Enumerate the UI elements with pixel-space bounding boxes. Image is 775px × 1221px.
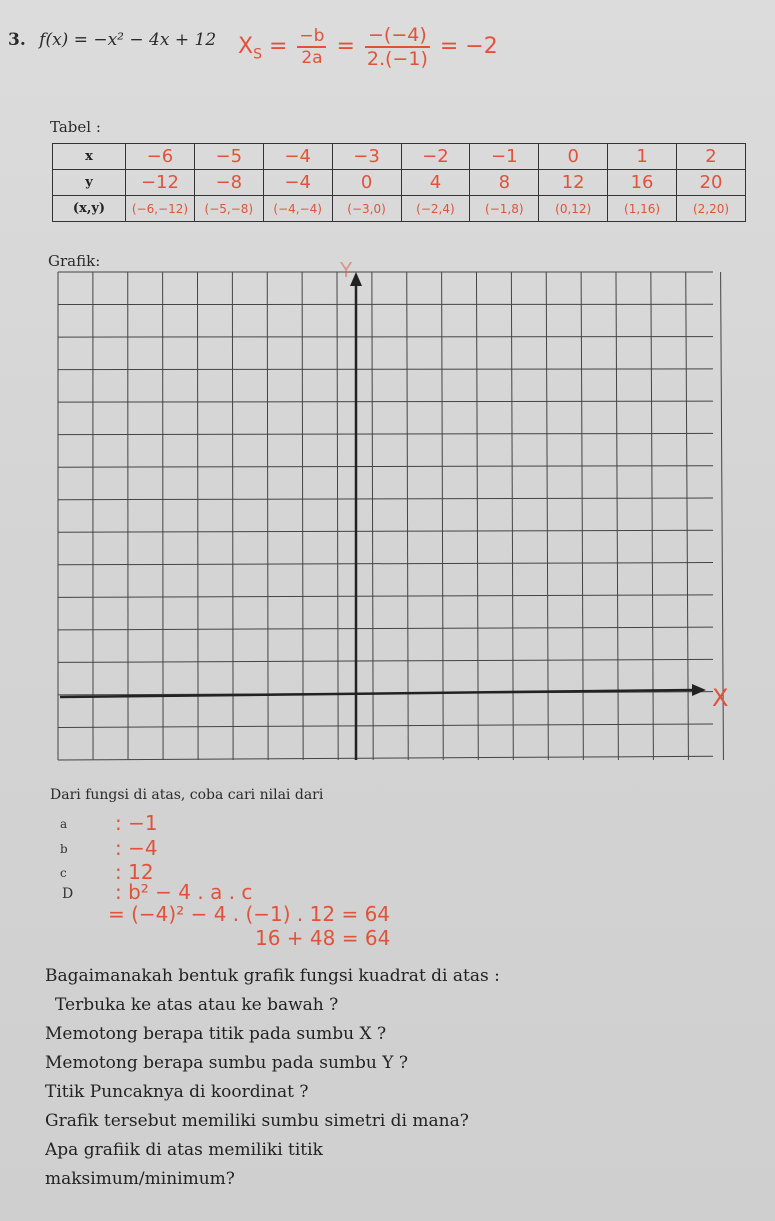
discriminant-work-2: 16 + 48 = 64 [255, 926, 391, 950]
grid-line-vertical [511, 272, 513, 760]
grid-line-horizontal [58, 466, 713, 468]
grid-line-vertical [232, 272, 233, 760]
table-cell-y: 16 [608, 170, 677, 196]
question-vertex: Titik Puncaknya di koordinat ? [45, 1082, 309, 1102]
fraction-formula-den: 2a [301, 48, 323, 68]
eq-sign-2: = [336, 34, 355, 59]
coefficients-intro: Dari fungsi di atas, coba cari nilai dari [50, 787, 324, 803]
table-cell-pair: (−5,−8) [194, 196, 263, 222]
table-cell-x: 1 [608, 144, 677, 170]
grid-line-vertical [651, 272, 654, 760]
vertex-result: = −2 [439, 34, 498, 59]
table-cell-pair: (−3,0) [332, 196, 401, 222]
grid-line-vertical [267, 272, 268, 760]
grid-line-vertical [337, 272, 338, 760]
vertex-x-sub: S [253, 46, 262, 63]
table-label: Tabel : [50, 118, 101, 136]
fraction-substituted-den: 2.(−1) [366, 48, 428, 70]
grid-line-vertical [372, 272, 373, 760]
table-cell-pair: (−2,4) [401, 196, 470, 222]
grid-line-horizontal [58, 756, 713, 760]
y-axis-label: Y [340, 258, 353, 282]
grid-line-horizontal [58, 563, 713, 565]
eq-sign-1: = [268, 34, 288, 59]
coef-c-value: : 12 [115, 860, 154, 884]
grid-line-vertical [581, 272, 583, 760]
table-header-xy: (x,y) [53, 196, 126, 222]
table-cell-pair: (−4,−4) [263, 196, 332, 222]
question-max-min-2: maksimum/minimum? [45, 1169, 235, 1189]
table-cell-x: −3 [332, 144, 401, 170]
grid-line-vertical [686, 272, 689, 760]
vertex-x-label: X [238, 34, 254, 59]
question-symmetry-axis: Grafik tersebut memiliki sumbu simetri di mana? [45, 1111, 469, 1131]
table-cell-y: 8 [470, 170, 539, 196]
table-cell-y: −12 [126, 170, 195, 196]
grid-line-horizontal [58, 627, 713, 630]
grid-line-horizontal [58, 498, 713, 500]
x-axis-label: X [712, 684, 729, 712]
coef-d-label: D [62, 886, 74, 902]
table-cell-pair: (2,20) [677, 196, 746, 222]
grid-line-vertical [407, 272, 409, 760]
question-max-min-1: Apa grafiik di atas memiliki titik [45, 1140, 323, 1160]
table-cell-pair: (−6,−12) [126, 196, 195, 222]
x-axis-arrow [692, 684, 706, 696]
question-open-direction: Terbuka ke atas atau ke bawah ? [55, 995, 339, 1015]
table-cell-x: −4 [263, 144, 332, 170]
question-intro: Bagaimanakah bentuk grafik fungsi kuadrat di atas : [45, 966, 500, 986]
table-cell-y: −4 [263, 170, 332, 196]
grid-line-horizontal [58, 401, 713, 402]
grid-line-horizontal [58, 337, 713, 338]
question-y-intercepts: Memotong berapa sumbu pada sumbu Y ? [45, 1053, 408, 1073]
table-header-x: x [53, 144, 126, 170]
fraction-formula-num: −b [299, 26, 325, 46]
grid-line-horizontal [58, 595, 713, 598]
table-cell-y: 4 [401, 170, 470, 196]
grid-line-vertical [616, 272, 618, 760]
grid-line-horizontal [58, 369, 713, 370]
grid-line-horizontal [58, 530, 713, 532]
graph-label: Grafik: [48, 252, 101, 270]
table-cell-x: −2 [401, 144, 470, 170]
coef-a-value: : −1 [115, 811, 158, 835]
table-cell-y: 0 [332, 170, 401, 196]
table-header-y: y [53, 170, 126, 196]
grid-line-vertical [302, 272, 303, 760]
grid-line-horizontal [58, 433, 713, 434]
table-cell-pair: (−1,8) [470, 196, 539, 222]
coef-a-label: a [60, 817, 68, 831]
table-cell-y: 20 [677, 170, 746, 196]
grid-line-vertical [442, 272, 444, 760]
function-expression: f(x) = −x² − 4x + 12 [39, 30, 217, 50]
coef-c-label: c [60, 866, 67, 880]
question-x-intercepts: Memotong berapa titik pada sumbu X ? [45, 1024, 387, 1044]
fraction-substituted-num: −(−4) [365, 24, 430, 48]
table-cell-y: −8 [194, 170, 263, 196]
grid-line-horizontal [58, 724, 713, 728]
grid-line-horizontal [58, 659, 713, 662]
grid-line-vertical [546, 272, 548, 760]
table-cell-x: −6 [126, 144, 195, 170]
coef-d-value: : b² − 4 . a . c [115, 880, 253, 904]
grid-line-vertical [476, 272, 478, 760]
table-cell-pair: (0,12) [539, 196, 608, 222]
table-cell-pair: (1,16) [608, 196, 677, 222]
table-cell-y: 12 [539, 170, 608, 196]
coef-b-label: b [60, 842, 68, 856]
table-cell-x: −5 [194, 144, 263, 170]
discriminant-work-1: = (−4)² − 4 . (−1) . 12 = 64 [108, 902, 391, 926]
grid-line-vertical [197, 272, 198, 760]
table-cell-x: 2 [677, 144, 746, 170]
coef-b-value: : −4 [115, 836, 158, 860]
table-cell-x: −1 [470, 144, 539, 170]
problem-number: 3. [8, 30, 26, 50]
x-axis [60, 690, 694, 697]
table-cell-x: 0 [539, 144, 608, 170]
